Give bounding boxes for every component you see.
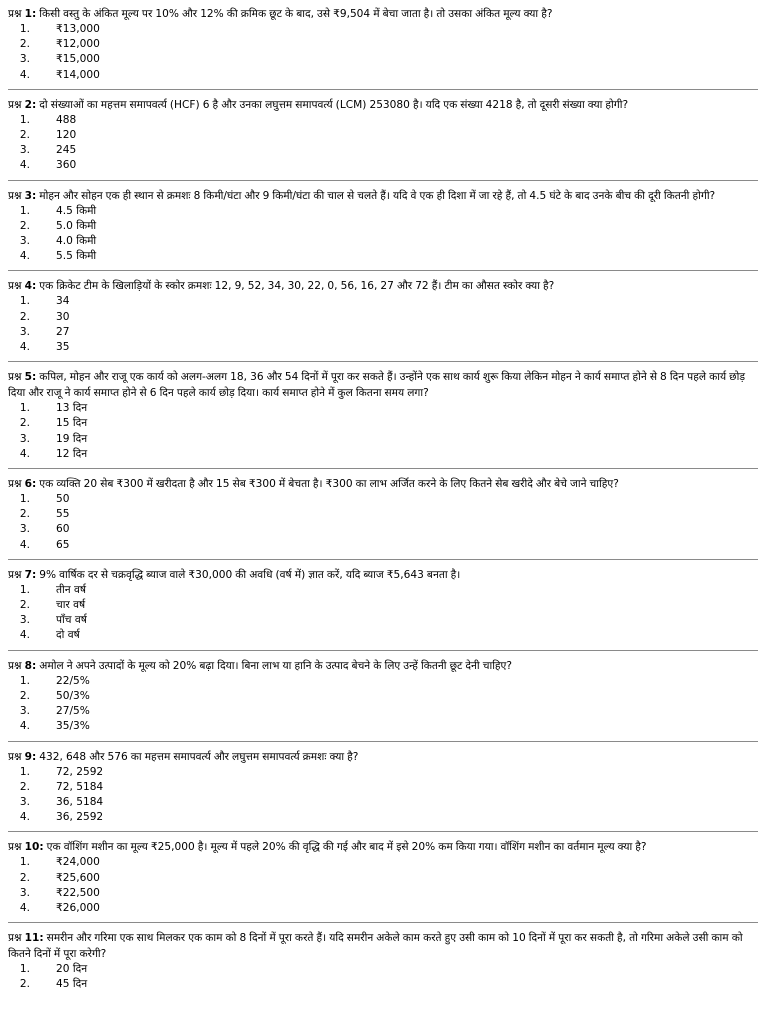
option-number: 2. <box>19 219 30 232</box>
question-text <box>8 188 758 204</box>
question-block <box>8 658 758 742</box>
option-text: 4.0 किमी <box>56 235 97 248</box>
option-text: 72, 5184 <box>56 780 104 793</box>
option-item <box>8 810 758 825</box>
question-prefix: प्रश्न <box>8 659 22 672</box>
question-text <box>8 476 758 492</box>
option-number: 1. <box>19 204 30 217</box>
option-text: ₹22,500 <box>56 886 100 899</box>
question-body: दो संख्याओं का महत्तम समापवर्त्य (HCF) 6 है और उनका लघुत्तम समापवर्त्य (LCM) 253080 है। यदि एक संख्या 4218 है, तो दूसरी संख्या क्या होगी? <box>36 98 629 111</box>
option-text: ₹12,000 <box>56 38 100 51</box>
question-text <box>8 567 758 583</box>
option-item <box>8 583 758 598</box>
option-number: 2. <box>19 129 30 142</box>
question-body: समरीन और गरिमा एक साथ मिलकर एक काम को 8 दिनों में पूरा करते हैं। यदि समरीन अकेले काम करते हुए उसी काम को 10 दिनों में पूरा कर सकती है, तो गरिमा अकेले उसी काम को कितने दिनों में पूरा करेगी? <box>8 932 743 961</box>
option-number: 1. <box>19 402 30 415</box>
question-text <box>8 839 758 855</box>
option-number: 4. <box>19 341 30 354</box>
option-item <box>8 886 758 901</box>
option-item <box>8 68 758 83</box>
option-item <box>8 432 758 447</box>
option-item <box>8 294 758 309</box>
option-number: 3. <box>19 325 30 338</box>
question-body: किसी वस्तु के अंकित मूल्य पर 10% और 12% की क्रमिक छूट के बाद, उसे ₹9,504 में बेचा जाता है। तो उसका अंकित मूल्य क्या है? <box>36 8 553 20</box>
option-item <box>8 310 758 325</box>
options-list <box>8 583 758 644</box>
option-text: 120 <box>56 129 77 142</box>
option-text: 13 दिन <box>56 402 88 415</box>
option-number: 1. <box>19 295 30 308</box>
option-item <box>8 719 758 734</box>
option-item <box>8 871 758 886</box>
option-text: 36, 5184 <box>56 795 104 808</box>
option-item <box>8 522 758 537</box>
option-item <box>8 855 758 870</box>
options-list <box>8 962 758 992</box>
option-number: 3. <box>19 886 30 899</box>
option-number: 4. <box>19 159 30 172</box>
option-text: 72, 2592 <box>56 765 104 778</box>
option-number: 3. <box>19 53 30 66</box>
option-item <box>8 37 758 52</box>
option-text: 4.5 किमी <box>56 204 97 217</box>
option-text: तीन वर्ष <box>56 583 87 596</box>
option-number: 3. <box>19 614 30 627</box>
options-list <box>8 492 758 553</box>
question-prefix: प्रश्न <box>8 8 22 20</box>
option-item <box>8 401 758 416</box>
option-text: 12 दिन <box>56 447 88 460</box>
option-item <box>8 325 758 340</box>
option-text: 36, 2592 <box>56 811 104 824</box>
question-block <box>8 839 758 923</box>
option-number: 2. <box>19 978 30 991</box>
question-body: मोहन और सोहन एक ही स्थान से क्रमशः 8 किमी/घंटा और 9 किमी/घंटा की चाल से चलते हैं। यदि वे एक ही दिशा में जा रहे हैं, तो 4.5 घंटे के बाद उनके बीच की दूरी कितनी होगी? <box>36 189 716 202</box>
option-text: 30 <box>56 310 70 323</box>
option-item <box>8 765 758 780</box>
option-text: 5.5 किमी <box>56 250 97 263</box>
option-item <box>8 128 758 143</box>
option-text: ₹25,600 <box>56 871 100 884</box>
question-body: एक वॉशिंग मशीन का मूल्य ₹25,000 है। मूल्य में पहले 20% की वृद्धि की गई और बाद में इसे 20% कम किया गया। वॉशिंग मशीन का वर्तमान मूल्य क्या है? <box>43 841 647 854</box>
question-number: 7: <box>24 568 37 581</box>
question-prefix: प्रश्न <box>8 189 22 202</box>
option-item <box>8 340 758 355</box>
option-number: 3. <box>19 144 30 157</box>
option-text: ₹14,000 <box>56 68 100 81</box>
option-item <box>8 674 758 689</box>
question-number: 9: <box>24 750 37 763</box>
option-text: 360 <box>56 159 77 172</box>
question-block <box>8 749 758 833</box>
option-number: 4. <box>19 250 30 263</box>
option-item <box>8 780 758 795</box>
option-text: 20 दिन <box>56 963 88 976</box>
option-text: ₹26,000 <box>56 901 100 914</box>
question-text <box>8 930 758 962</box>
option-item <box>8 52 758 67</box>
question-body: कपिल, मोहन और राजू एक कार्य को अलग-अलग 18, 36 और 54 दिनों में पूरा कर सकते हैं। उन्होंने एक साथ कार्य शुरू किया लेकिन मोहन ने कार्य समाप्त होने से 8 दिन पहले कार्य छोड़ दिया और राजू ने कार्य समाप्त होने से 6 दिन पहले कार्य छोड़ दिया। कार्य समाप्त होने में कुल कितना समय लगा? <box>8 371 746 400</box>
option-item <box>8 22 758 37</box>
question-number: 11: <box>24 932 44 945</box>
question-body: अमोल ने अपने उत्पादों के मूल्य को 20% बढ़ा दिया। बिना लाभ या हानि के उत्पाद बेचने के लिए उन्हें कितनी छूट देनी चाहिए? <box>36 659 513 672</box>
option-text: 19 दिन <box>56 432 88 445</box>
option-number: 4. <box>19 811 30 824</box>
question-body: एक क्रिकेट टीम के खिलाड़ियों के स्कोर क्रमशः 12, 9, 52, 34, 30, 22, 0, 56, 16, 27 और 72 हैं। टीम का औसत स्कोर क्या है? <box>36 280 555 293</box>
option-text: पाँच वर्ष <box>56 614 87 627</box>
question-block <box>8 6 758 90</box>
option-number: 3. <box>19 235 30 248</box>
option-item <box>8 613 758 628</box>
question-prefix: प्रश्न <box>8 280 22 293</box>
option-text: 5.0 किमी <box>56 219 97 232</box>
option-number: 4. <box>19 68 30 81</box>
question-number: 6: <box>24 478 37 491</box>
option-text: 55 <box>56 508 70 521</box>
option-text: 35/3% <box>56 720 90 733</box>
option-number: 2. <box>19 508 30 521</box>
option-text: 34 <box>56 295 70 308</box>
question-text <box>8 97 758 113</box>
options-list <box>8 113 758 174</box>
option-text: 60 <box>56 523 70 536</box>
question-number: 5: <box>24 371 37 384</box>
option-number: 2. <box>19 780 30 793</box>
options-list <box>8 204 758 265</box>
option-number: 2. <box>19 310 30 323</box>
question-text <box>8 6 758 22</box>
option-number: 1. <box>19 765 30 778</box>
option-item <box>8 219 758 234</box>
question-block <box>8 278 758 362</box>
option-item <box>8 249 758 264</box>
option-item <box>8 204 758 219</box>
option-number: 2. <box>19 871 30 884</box>
question-text <box>8 749 758 765</box>
option-number: 1. <box>19 583 30 596</box>
option-text: ₹13,000 <box>56 23 100 35</box>
question-number: 2: <box>24 98 37 111</box>
option-item <box>8 689 758 704</box>
option-text: दो वर्ष <box>56 629 80 642</box>
option-number: 3. <box>19 432 30 445</box>
question-text <box>8 278 758 294</box>
option-item <box>8 143 758 158</box>
options-list <box>8 855 758 916</box>
option-text: 245 <box>56 144 77 157</box>
question-body: 432, 648 और 576 का महत्तम समापवर्त्य और लघुत्तम समापवर्त्य क्रमशः क्या है? <box>36 750 359 763</box>
option-number: 3. <box>19 705 30 718</box>
option-text: 50 <box>56 493 70 506</box>
option-item <box>8 234 758 249</box>
option-text: ₹24,000 <box>56 856 100 869</box>
option-text: 27 <box>56 325 70 338</box>
option-text: चार वर्ष <box>56 599 86 612</box>
option-text: 22/5% <box>56 674 90 687</box>
option-item <box>8 447 758 462</box>
option-item <box>8 507 758 522</box>
option-number: 3. <box>19 523 30 536</box>
option-number: 1. <box>19 856 30 869</box>
question-prefix: प्रश्न <box>8 568 22 581</box>
question-prefix: प्रश्न <box>8 841 22 854</box>
option-text: 15 दिन <box>56 417 88 430</box>
option-item <box>8 795 758 810</box>
options-list <box>8 294 758 355</box>
option-number: 4. <box>19 901 30 914</box>
option-number: 4. <box>19 447 30 460</box>
option-item <box>8 704 758 719</box>
options-list <box>8 22 758 83</box>
option-text: 488 <box>56 113 77 126</box>
option-item <box>8 416 758 431</box>
option-item <box>8 628 758 643</box>
option-number: 1. <box>19 23 30 35</box>
option-number: 4. <box>19 720 30 733</box>
question-prefix: प्रश्न <box>8 750 22 763</box>
question-number: 8: <box>24 659 37 672</box>
option-item <box>8 977 758 992</box>
option-text: 50/3% <box>56 689 90 702</box>
question-body: एक व्यक्ति 20 सेब ₹300 में खरीदता है और 15 सेब ₹300 में बेचता है। ₹300 का लाभ अर्जित करने के लिए कितने सेब खरीदे और बेचे जाने चाहिए? <box>36 478 619 491</box>
question-prefix: प्रश्न <box>8 98 22 111</box>
question-body: 9% वार्षिक दर से चक्रवृद्धि ब्याज वाले ₹30,000 की अवधि (वर्ष में) ज्ञात करें, यदि ब्याज ₹5,643 बनता है। <box>36 568 461 581</box>
option-number: 2. <box>19 417 30 430</box>
option-item <box>8 158 758 173</box>
option-number: 1. <box>19 493 30 506</box>
question-number: 3: <box>24 189 37 202</box>
question-number: 10: <box>24 841 44 854</box>
option-item <box>8 113 758 128</box>
option-item <box>8 962 758 977</box>
question-prefix: प्रश्न <box>8 932 22 945</box>
question-text <box>8 658 758 674</box>
question-block <box>8 930 758 998</box>
option-number: 1. <box>19 113 30 126</box>
option-text: 65 <box>56 538 70 551</box>
option-number: 4. <box>19 538 30 551</box>
option-number: 2. <box>19 599 30 612</box>
question-number: 4: <box>24 280 37 293</box>
option-number: 1. <box>19 674 30 687</box>
option-number: 2. <box>19 689 30 702</box>
question-text <box>8 369 758 401</box>
option-text: 35 <box>56 341 70 354</box>
option-number: 4. <box>19 629 30 642</box>
question-prefix: प्रश्न <box>8 478 22 491</box>
options-list <box>8 765 758 826</box>
question-block <box>8 188 758 272</box>
option-item <box>8 901 758 916</box>
options-list <box>8 401 758 462</box>
option-item <box>8 538 758 553</box>
question-block <box>8 369 758 469</box>
option-number: 2. <box>19 38 30 51</box>
option-number: 3. <box>19 795 30 808</box>
option-text: ₹15,000 <box>56 53 100 66</box>
question-prefix: प्रश्न <box>8 371 22 384</box>
option-text: 27/5% <box>56 705 90 718</box>
question-block <box>8 567 758 651</box>
question-number: 1: <box>24 8 37 20</box>
option-item <box>8 598 758 613</box>
question-block <box>8 476 758 560</box>
question-block <box>8 97 758 181</box>
options-list <box>8 674 758 735</box>
option-item <box>8 492 758 507</box>
option-text: 45 दिन <box>56 978 88 991</box>
option-number: 1. <box>19 963 30 976</box>
